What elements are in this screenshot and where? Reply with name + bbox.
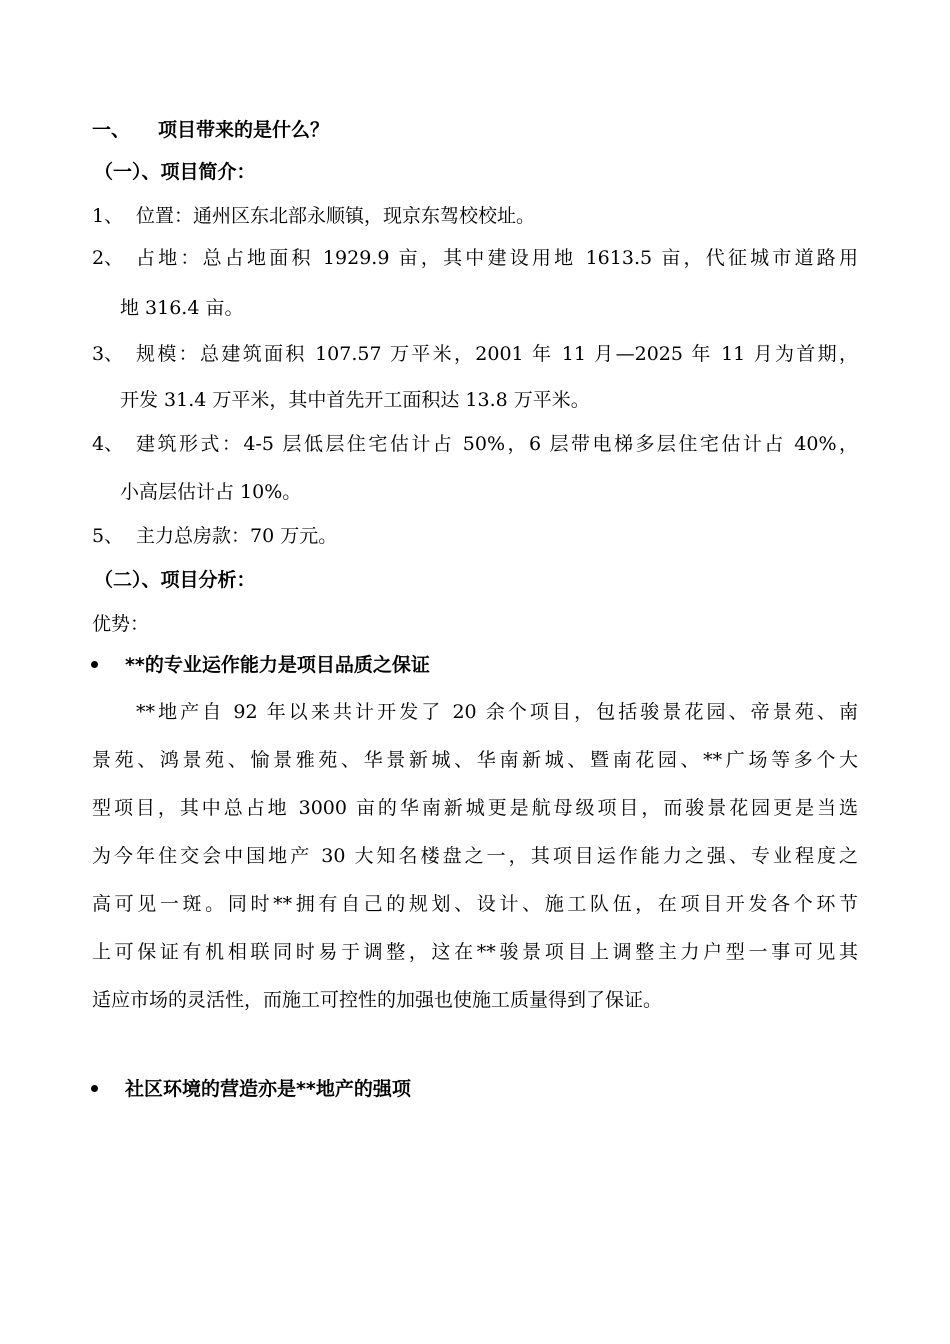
- list-item-number: 3、: [92, 343, 124, 365]
- list-item-text: 规模：总建筑面积 107.57 万平米，2001 年 11 月—2025 年 11 月为首期，: [136, 343, 858, 365]
- list-item-number: 5、: [92, 525, 124, 547]
- list-item-number: 2、: [92, 247, 124, 269]
- section-title-intro: （一）、项目简介：: [94, 161, 256, 183]
- bullet-title: **的专业运作能力是项目品质之保证: [125, 654, 430, 676]
- bullet-icon: [91, 1085, 98, 1092]
- list-item-continuation: 小高层估计占 10%。: [120, 481, 302, 503]
- list-item-number: 4、: [92, 433, 124, 455]
- paragraph-line: 上可保证有机相联同时易于调整，这在**骏景项目上调整主力户型一事可见其: [92, 941, 858, 963]
- list-item-continuation: 地 316.4 亩。: [120, 297, 244, 319]
- paragraph-line: 型项目，其中总占地 3000 亩的华南新城更是航母级项目，而骏景花园更是当选: [92, 797, 858, 819]
- paragraph-line: 高可见一斑。同时**拥有自己的规划、设计、施工队伍，在项目开发各个环节: [92, 893, 858, 915]
- bullet-icon: [91, 661, 98, 668]
- paragraph-line: 适应市场的灵活性，而施工可控性的加强也使施工质量得到了保证。: [92, 989, 663, 1011]
- list-item-continuation: 开发 31.4 万平米，其中首先开工面积达 13.8 万平米。: [120, 389, 590, 411]
- paragraph-line: 为今年住交会中国地产 30 大知名楼盘之一，其项目运作能力之强、专业程度之: [92, 845, 858, 867]
- section-title-analysis: （二）、项目分析：: [94, 569, 256, 591]
- paragraph-line: **地产自 92 年以来共计开发了 20 余个项目，包括骏景花园、帝景苑、南: [136, 701, 858, 723]
- bullet-title: 社区环境的营造亦是**地产的强项: [125, 1078, 411, 1100]
- list-item-text: 位置：通州区东北部永顺镇，现京东驾校校址。: [136, 205, 536, 227]
- heading-number: 一、: [92, 119, 131, 141]
- list-item-number: 1、: [92, 205, 124, 227]
- list-item-text: 占地：总占地面积 1929.9 亩，其中建设用地 1613.5 亩，代征城市道路用: [136, 247, 858, 269]
- page-heading: 项目带来的是什么？: [158, 119, 330, 141]
- advantage-label: 优势：: [92, 613, 150, 635]
- list-item-text: 建筑形式：4-5 层低层住宅估计占 50%，6 层带电梯多层住宅估计占 40%，: [136, 433, 858, 455]
- list-item-text: 主力总房款：70 万元。: [136, 525, 338, 547]
- paragraph-line: 景苑、鸿景苑、愉景雅苑、华景新城、华南新城、暨南花园、**广场等多个大: [92, 749, 858, 771]
